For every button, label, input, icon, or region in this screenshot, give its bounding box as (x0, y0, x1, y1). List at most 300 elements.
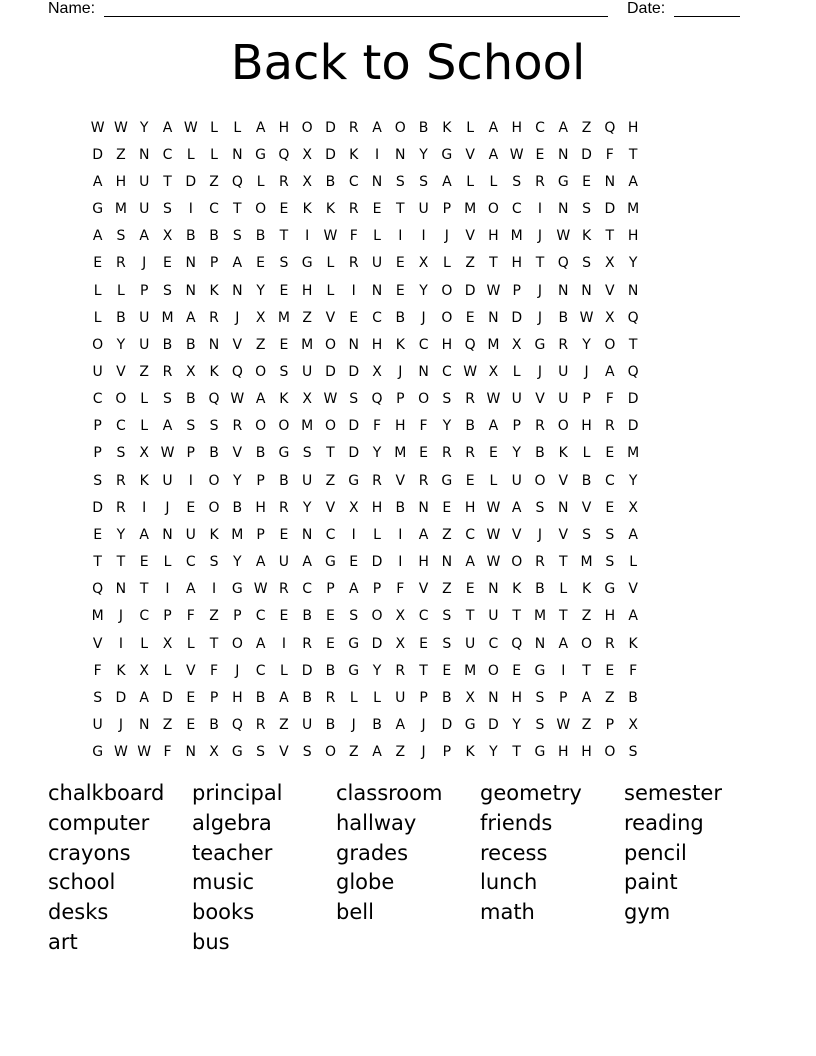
grid-letter: B (535, 581, 545, 598)
grid-letter: V (92, 635, 103, 652)
grid-letter: I (374, 146, 380, 163)
grid-letter: T (489, 255, 498, 272)
grid-letter: O (324, 744, 336, 761)
grid-letter: H (558, 744, 569, 761)
grid-letter: B (558, 309, 569, 326)
grid-letter: W (486, 554, 501, 571)
grid-letter: E (186, 499, 196, 516)
grid-letter: X (348, 499, 359, 516)
grid-letter: U (558, 391, 569, 408)
grid-letter: K (628, 635, 638, 652)
grid-letter: W (90, 119, 105, 136)
grid-letter: E (139, 554, 149, 571)
grid-letter: W (253, 581, 268, 598)
grid-letter: A (488, 418, 499, 435)
grid-letter: Y (372, 445, 382, 462)
grid-letter: B (325, 173, 336, 190)
grid-letter: R (465, 391, 475, 408)
grid-letter: X (395, 635, 406, 652)
grid-letter: A (395, 717, 406, 734)
grid-letter: N (558, 146, 569, 163)
word-list-item: recess (480, 840, 548, 865)
grid-letter: C (325, 526, 336, 543)
grid-letter: U (185, 526, 196, 543)
grid-letter: X (605, 255, 615, 272)
grid-letter: N (604, 173, 616, 190)
grid-letter: P (419, 689, 428, 706)
grid-letter: Z (442, 581, 452, 598)
grid-letter: H (581, 418, 592, 435)
grid-letter: F (372, 418, 382, 435)
grid-letter: A (488, 119, 499, 136)
grid-letter: N (208, 336, 220, 353)
word-list-item: crayons (48, 840, 131, 865)
grid-letter: Q (627, 363, 639, 380)
grid-letter: Y (419, 146, 428, 163)
grid-letter: I (281, 635, 286, 652)
grid-letter: R (348, 255, 359, 272)
grid-letter: M (394, 445, 407, 462)
grid-letter: A (302, 554, 312, 571)
grid-letter: G (534, 336, 546, 353)
grid-letter: V (395, 472, 406, 489)
grid-letter: B (185, 336, 196, 353)
grid-letter: I (188, 201, 193, 218)
word-list-item: computer (48, 810, 150, 835)
grid-row (86, 576, 738, 603)
grid-letter: C (418, 336, 429, 353)
grid-letter: K (512, 581, 522, 598)
grid-letter: L (93, 309, 102, 326)
grid-letter: W (114, 119, 128, 136)
grid-letter: D (488, 717, 499, 734)
grid-letter: F (396, 581, 405, 598)
grid-letter: T (558, 608, 568, 625)
grid-letter: X (139, 445, 149, 462)
word-list-item: gym (624, 900, 671, 925)
grid-letter: N (232, 282, 243, 299)
grid-letter: K (581, 228, 592, 245)
grid-letter: N (162, 526, 173, 543)
word-list-item: music (192, 870, 255, 895)
grid-letter: D (162, 689, 173, 706)
grid-letter: H (511, 255, 522, 272)
grid-letter: Q (511, 635, 523, 652)
grid-letter: S (582, 201, 591, 218)
grid-letter: K (349, 146, 359, 163)
grid-letter: O (301, 119, 313, 136)
grid-letter: Q (627, 309, 639, 326)
word-list-item: art (48, 929, 78, 954)
grid-row (86, 521, 738, 548)
grid-letter: J (444, 228, 449, 245)
grid-letter: V (558, 472, 569, 489)
grid-letter: N (558, 201, 569, 218)
grid-letter: T (512, 608, 521, 625)
grid-letter: H (255, 499, 266, 516)
grid-letter: G (534, 662, 546, 679)
grid-letter: B (581, 472, 592, 489)
grid-letter: O (418, 391, 430, 408)
grid-letter: M (627, 201, 640, 218)
grid-letter: E (442, 499, 452, 516)
grid-letter: R (279, 173, 289, 190)
grid-letter: Z (139, 363, 149, 380)
grid-letter: B (465, 418, 475, 435)
grid-letter: R (302, 635, 313, 652)
grid-letter: Y (233, 554, 242, 571)
grid-letter: T (93, 554, 102, 571)
grid-letter: E (349, 309, 359, 326)
grid-letter: R (418, 472, 429, 489)
grid-letter: O (487, 201, 499, 218)
grid-letter: L (442, 255, 451, 272)
grid-letter: S (163, 282, 172, 299)
grid-letter: X (302, 391, 312, 408)
grid-letter: I (165, 581, 170, 598)
grid-letter: L (349, 689, 358, 706)
grid-letter: Q (231, 363, 243, 380)
grid-letter: Q (604, 119, 616, 136)
grid-letter: O (255, 418, 267, 435)
grid-letter: Z (581, 717, 592, 734)
grid-letter: A (139, 228, 149, 245)
grid-letter: L (210, 146, 218, 163)
grid-letter: A (558, 119, 569, 136)
grid-letter: G (557, 173, 569, 190)
grid-letter: S (186, 418, 196, 435)
grid-letter: C (372, 309, 382, 326)
grid-letter: W (323, 391, 338, 408)
grid-letter: L (163, 554, 172, 571)
grid-letter: T (628, 146, 638, 163)
grid-letter: E (372, 201, 382, 218)
grid-letter: A (372, 744, 382, 761)
grid-letter: E (279, 336, 289, 353)
grid-letter: T (465, 608, 475, 625)
grid-letter: N (441, 554, 453, 571)
grid-letter: O (324, 418, 336, 435)
grid-letter: O (231, 635, 243, 652)
word-list-item: teacher (192, 840, 273, 865)
grid-letter: A (348, 581, 359, 598)
grid-letter: A (465, 554, 475, 571)
grid-letter: O (92, 336, 104, 353)
grid-row (86, 223, 738, 250)
grid-letter: G (255, 146, 267, 163)
grid-letter: N (488, 581, 499, 598)
grid-letter: A (255, 391, 266, 408)
grid-letter: B (442, 689, 452, 706)
grid-letter: P (233, 608, 242, 625)
grid-letter: A (232, 255, 243, 272)
grid-letter: W (230, 391, 245, 408)
grid-letter: L (117, 282, 125, 299)
grid-letter: I (118, 635, 123, 652)
grid-row (86, 358, 738, 385)
grid-letter: U (162, 472, 173, 489)
grid-row (86, 304, 738, 331)
grid-letter: J (398, 363, 403, 380)
grid-letter: P (442, 744, 452, 761)
grid-letter: R (116, 499, 126, 516)
grid-letter: I (421, 228, 426, 245)
grid-letter: X (465, 689, 475, 706)
grid-letter: C (185, 554, 196, 571)
grid-letter: A (185, 309, 196, 326)
grid-letter: D (115, 689, 127, 706)
grid-letter: J (537, 228, 543, 245)
grid-letter: Z (279, 717, 289, 734)
word-list-item: math (480, 900, 535, 925)
grid-letter: Y (372, 662, 382, 679)
grid-letter: A (139, 526, 149, 543)
grid-letter: C (255, 662, 266, 679)
grid-letter: L (140, 418, 149, 435)
grid-letter: W (556, 717, 571, 734)
grid-letter: M (510, 228, 523, 245)
grid-letter: J (537, 526, 543, 543)
grid-letter: R (116, 472, 126, 489)
grid-letter: J (537, 363, 543, 380)
grid-letter: I (537, 201, 543, 218)
grid-letter: R (604, 418, 615, 435)
grid-letter: W (579, 309, 594, 326)
grid-letter: W (486, 282, 501, 299)
grid-letter: N (627, 282, 639, 299)
grid-letter: S (442, 635, 452, 652)
grid-letter: G (441, 146, 453, 163)
grid-letter: D (371, 554, 383, 571)
grid-letter: Q (231, 717, 243, 734)
grid-letter: T (558, 554, 568, 571)
grid-letter: R (604, 635, 615, 652)
grid-letter: H (627, 228, 639, 245)
grid-letter: L (373, 689, 381, 706)
grid-letter: P (209, 689, 219, 706)
grid-letter: E (512, 662, 522, 679)
grid-letter: O (324, 336, 336, 353)
grid-letter: E (582, 173, 591, 190)
grid-letter: I (398, 526, 403, 543)
word-list-item: paint (624, 870, 678, 895)
grid-letter: H (395, 418, 406, 435)
grid-letter: H (627, 119, 639, 136)
grid-letter: M (464, 201, 477, 218)
grid-letter: L (559, 581, 568, 598)
grid-letter: B (395, 499, 406, 516)
grid-letter: X (139, 662, 149, 679)
grid-letter: X (628, 499, 638, 516)
grid-letter: V (628, 581, 638, 598)
grid-letter: N (138, 146, 150, 163)
grid-letter: J (421, 717, 426, 734)
grid-letter: H (301, 282, 313, 299)
grid-letter: K (558, 445, 568, 462)
grid-letter: V (232, 445, 243, 462)
grid-letter: R (348, 201, 359, 218)
grid-letter: G (231, 581, 243, 598)
grid-letter: O (511, 554, 523, 571)
grid-row (86, 603, 738, 630)
grid-letter: C (535, 119, 545, 136)
grid-letter: V (325, 309, 336, 326)
grid-letter: U (139, 173, 150, 190)
grid-letter: F (605, 146, 614, 163)
grid-letter: D (325, 146, 336, 163)
grid-letter: G (464, 717, 476, 734)
grid-row (86, 467, 738, 494)
grid-letter: S (256, 744, 266, 761)
grid-letter: U (139, 309, 150, 326)
grid-letter: B (255, 689, 266, 706)
grid-letter: E (395, 282, 405, 299)
grid-letter: E (279, 608, 289, 625)
grid-letter: E (535, 146, 545, 163)
grid-letter: O (604, 744, 616, 761)
grid-letter: N (418, 499, 429, 516)
grid-row (86, 250, 738, 277)
grid-letter: R (162, 363, 173, 380)
grid-letter: L (466, 173, 475, 190)
grid-letter: D (581, 146, 592, 163)
grid-letter: P (256, 526, 265, 543)
grid-letter: T (512, 744, 521, 761)
grid-letter: E (163, 255, 172, 272)
grid-letter: S (163, 201, 172, 218)
grid-letter: C (488, 635, 499, 652)
grid-letter: E (93, 255, 103, 272)
grid-letter: R (395, 662, 406, 679)
grid-letter: Z (442, 526, 452, 543)
grid-letter: E (488, 445, 498, 462)
grid-letter: E (93, 526, 103, 543)
grid-letter: S (163, 391, 172, 408)
grid-letter: L (256, 173, 265, 190)
grid-letter: X (302, 173, 312, 190)
grid-letter: B (395, 309, 406, 326)
grid-row (86, 440, 738, 467)
grid-letter: Y (419, 282, 428, 299)
grid-letter: Q (557, 255, 569, 272)
word-list-item: books (192, 900, 255, 925)
grid-letter: A (605, 363, 615, 380)
grid-letter: U (139, 201, 150, 218)
grid-letter: D (464, 282, 476, 299)
grid-letter: P (186, 445, 195, 462)
grid-letter: B (162, 336, 173, 353)
word-list-item: reading (624, 810, 704, 835)
grid-letter: Z (325, 472, 336, 489)
grid-row (86, 331, 738, 358)
grid-letter: N (185, 282, 196, 299)
grid-letter: X (162, 228, 173, 245)
word-list-item: bell (336, 900, 374, 925)
grid-letter: W (323, 228, 338, 245)
grid-letter: U (395, 689, 406, 706)
grid-letter: D (348, 363, 360, 380)
grid-letter: S (512, 173, 522, 190)
grid-letter: D (604, 201, 616, 218)
word-list-item: bus (192, 929, 230, 954)
grid-letter: P (209, 255, 219, 272)
grid-letter: N (558, 499, 569, 516)
word-list-item: chalkboard (48, 781, 165, 805)
grid-letter: E (419, 635, 428, 652)
grid-letter: B (372, 717, 382, 734)
grid-letter: A (162, 418, 173, 435)
grid-row (86, 549, 738, 576)
grid-letter: G (348, 472, 360, 489)
grid-letter: G (348, 662, 360, 679)
grid-letter: A (92, 173, 103, 190)
grid-letter: M (580, 554, 593, 571)
grid-letter: D (627, 391, 639, 408)
grid-letter: O (255, 363, 267, 380)
grid-letter: F (419, 418, 428, 435)
grid-letter: J (235, 662, 240, 679)
grid-letter: U (302, 472, 313, 489)
grid-letter: T (582, 662, 591, 679)
grid-letter: R (232, 418, 243, 435)
grid-letter: S (582, 255, 591, 272)
grid-letter: Z (348, 744, 359, 761)
grid-letter: E (279, 201, 289, 218)
grid-letter: A (628, 608, 638, 625)
grid-letter: L (512, 363, 521, 380)
grid-letter: Q (464, 336, 476, 353)
grid-letter: G (92, 744, 104, 761)
grid-letter: P (512, 282, 521, 299)
grid-letter: D (511, 309, 523, 326)
grid-letter: Q (208, 391, 220, 408)
grid-letter: Y (582, 336, 591, 353)
grid-letter: N (371, 282, 383, 299)
grid-letter: L (163, 662, 172, 679)
grid-letter: D (348, 418, 360, 435)
grid-letter: V (325, 499, 336, 516)
word-list-item: algebra (192, 810, 272, 835)
grid-letter: E (442, 662, 452, 679)
grid-row (86, 494, 738, 521)
grid-letter: C (302, 581, 313, 598)
grid-letter: S (605, 554, 615, 571)
grid-letter: I (351, 526, 356, 543)
grid-letter: L (582, 445, 591, 462)
grid-letter: V (279, 744, 289, 761)
grid-letter: Z (162, 717, 173, 734)
grid-letter: X (255, 309, 266, 326)
grid-letter: N (488, 309, 499, 326)
grid-letter: D (325, 363, 336, 380)
grid-letter: M (301, 336, 314, 353)
grid-letter: Z (581, 119, 592, 136)
grid-letter: G (231, 744, 243, 761)
grid-letter: V (581, 499, 592, 516)
grid-letter: B (279, 472, 289, 489)
grid-letter: S (605, 526, 615, 543)
grid-row (86, 413, 738, 440)
grid-letter: E (186, 689, 196, 706)
grid-letter: I (211, 581, 217, 598)
grid-letter: O (115, 391, 127, 408)
grid-letter: Y (628, 472, 638, 489)
grid-letter: N (301, 526, 313, 543)
grid-letter: E (279, 282, 289, 299)
grid-letter: L (93, 282, 102, 299)
grid-letter: J (118, 717, 123, 734)
grid-letter: T (396, 201, 405, 218)
